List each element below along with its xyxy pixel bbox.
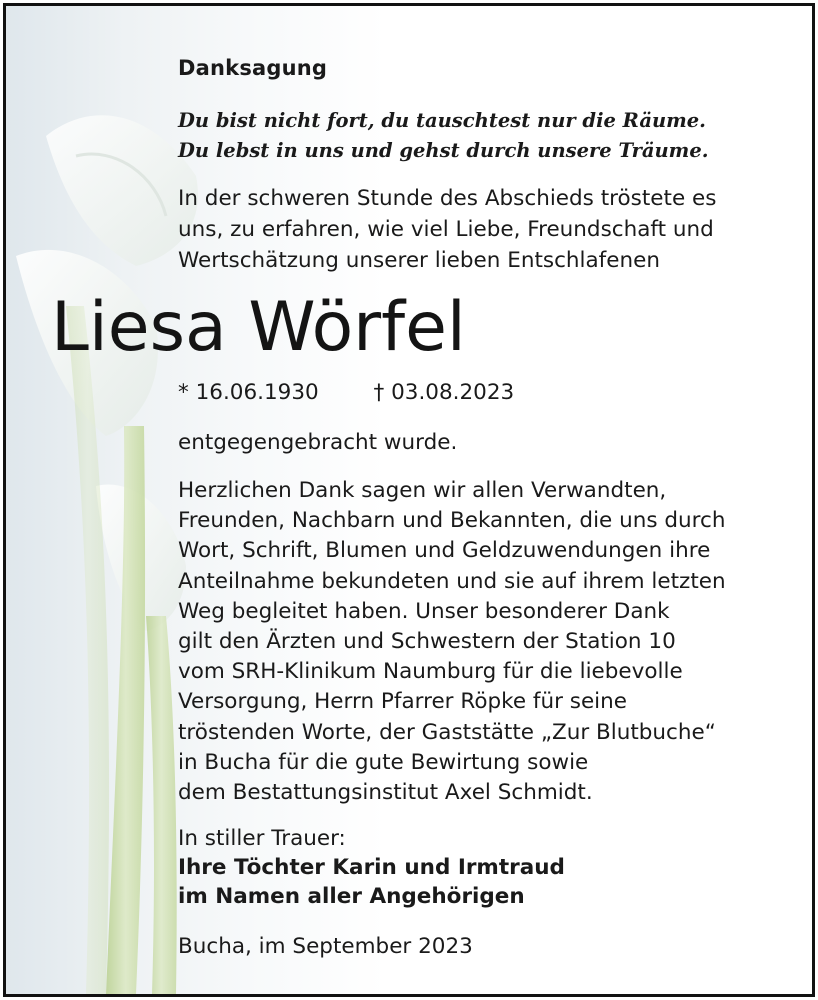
- thanks-line: in Bucha für die gute Bewirtung sowie: [178, 749, 589, 775]
- mourning-intro: In stiller Trauer:: [178, 826, 346, 851]
- thanks-line: Weg begleitet haben. Unser besonderer Dank: [178, 598, 670, 624]
- thanks-line: Freunden, Nachbarn und Bekannten, die uns durch: [178, 508, 726, 534]
- deceased-name: Liesa Wörfel: [51, 288, 466, 367]
- thanks-line: dem Bestattungsinstitut Axel Schmidt.: [178, 780, 593, 806]
- notice-heading: Danksagung: [178, 56, 328, 80]
- obituary-notice: [3, 3, 815, 997]
- thanks-paragraph: [178, 476, 726, 808]
- intro-paragraph: [178, 183, 716, 276]
- thanks-line: Anteilnahme bekundeten und sie auf ihrem letzten: [178, 568, 726, 594]
- place-date: Bucha, im September 2023: [178, 934, 473, 959]
- thanks-line: Versorgung, Herrn Pfarrer Röpke für seine: [178, 689, 628, 715]
- signatory-line: im Namen aller Angehörigen: [178, 884, 525, 909]
- thanks-line: vom SRH-Klinikum Naumburg für die liebevolle: [178, 659, 683, 685]
- thanks-line: gilt den Ärzten und Schwestern der Station 10: [178, 629, 676, 655]
- signatory-line: Ihre Töchter Karin und Irmtraud: [178, 855, 565, 880]
- death-date: † 03.08.2023: [373, 380, 515, 405]
- life-dates: [178, 380, 514, 405]
- thanks-line: Herzlichen Dank sagen wir allen Verwandten,: [178, 478, 667, 503]
- motto-verse: [178, 106, 709, 166]
- intro-line: uns, zu erfahren, wie viel Liebe, Freundschaft und: [178, 217, 714, 242]
- motto-line: Du lebst in uns und gehst durch unsere Träume.: [178, 139, 709, 162]
- mourning-signature: [178, 824, 565, 911]
- birth-date: * 16.06.1930: [178, 380, 319, 405]
- motto-line: Du bist nicht fort, du tauschtest nur die Räume.: [178, 109, 706, 132]
- thanks-line: tröstenden Worte, der Gaststätte „Zur Blutbuche“: [178, 719, 716, 745]
- intro-line: In der schweren Stunde des Abschieds tröstete es: [178, 186, 717, 211]
- received-line: entgegengebracht wurde.: [178, 430, 458, 455]
- intro-line: Wertschätzung unserer lieben Entschlafenen: [178, 248, 660, 273]
- thanks-line: Wort, Schrift, Blumen und Geldzuwendungen ihre: [178, 538, 711, 564]
